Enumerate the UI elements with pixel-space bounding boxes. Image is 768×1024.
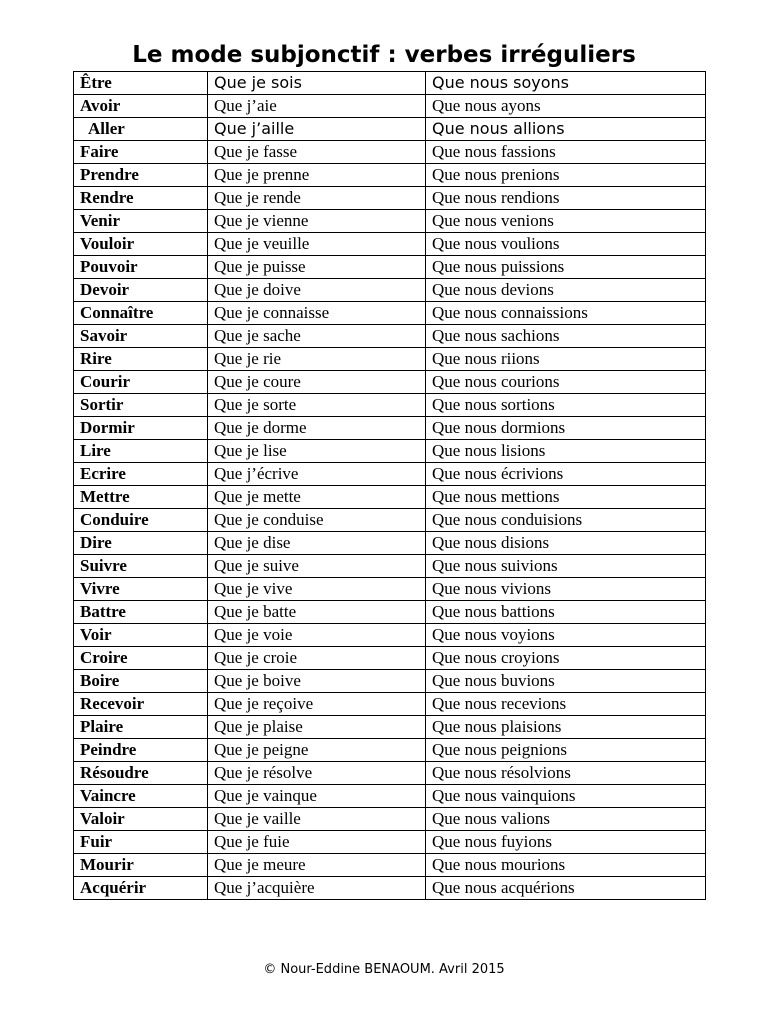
nous-form-cell: Que nous connaissions [426,302,706,325]
je-form-cell: Que je batte [208,601,426,624]
table-row [74,394,706,417]
verb-cell: Mettre [74,486,208,509]
table-row [74,256,706,279]
je-form-cell: Que je fuie [208,831,426,854]
nous-form-cell: Que nous écrivions [426,463,706,486]
verb-cell: Pouvoir [74,256,208,279]
je-form-cell: Que je conduise [208,509,426,532]
je-form-cell: Que je rende [208,187,426,210]
je-form-cell: Que j’écrive [208,463,426,486]
table-row [74,854,706,877]
je-form-cell: Que je reçoive [208,693,426,716]
table-row [74,578,706,601]
je-form-cell: Que je plaise [208,716,426,739]
verb-cell: Dormir [74,417,208,440]
nous-form-cell: Que nous allions [426,118,706,141]
nous-form-cell: Que nous sachions [426,325,706,348]
table-row [74,601,706,624]
je-form-cell: Que je fasse [208,141,426,164]
verb-cell: Prendre [74,164,208,187]
nous-form-cell: Que nous plaisions [426,716,706,739]
verb-cell: Voir [74,624,208,647]
verb-cell: Avoir [74,95,208,118]
nous-form-cell: Que nous peignions [426,739,706,762]
verb-cell: Acquérir [74,877,208,900]
table-row [74,187,706,210]
nous-form-cell: Que nous mourions [426,854,706,877]
nous-form-cell: Que nous sortions [426,394,706,417]
je-form-cell: Que je sache [208,325,426,348]
table-row [74,486,706,509]
table-row [74,762,706,785]
table-row [74,279,706,302]
verb-cell: Savoir [74,325,208,348]
nous-form-cell: Que nous croyions [426,647,706,670]
je-form-cell: Que je voie [208,624,426,647]
verb-cell: Faire [74,141,208,164]
table-row [74,371,706,394]
je-form-cell: Que j’aie [208,95,426,118]
je-form-cell: Que je sorte [208,394,426,417]
table-row [74,463,706,486]
nous-form-cell: Que nous prenions [426,164,706,187]
nous-form-cell: Que nous rendions [426,187,706,210]
je-form-cell: Que je vienne [208,210,426,233]
je-form-cell: Que je dorme [208,417,426,440]
table-row [74,808,706,831]
nous-form-cell: Que nous vivions [426,578,706,601]
je-form-cell: Que je rie [208,348,426,371]
verb-cell: Mourir [74,854,208,877]
nous-form-cell: Que nous lisions [426,440,706,463]
verb-cell: Croire [74,647,208,670]
table-row [74,440,706,463]
nous-form-cell: Que nous battions [426,601,706,624]
table-row [74,647,706,670]
nous-form-cell: Que nous vainquions [426,785,706,808]
table-row [74,210,706,233]
copyright-footer: © Nour-Eddine BENAOUM. Avril 2015 [263,962,505,977]
je-form-cell: Que je puisse [208,256,426,279]
verb-cell: Rire [74,348,208,371]
je-form-cell: Que je connaisse [208,302,426,325]
verb-cell: Battre [74,601,208,624]
je-form-cell: Que je prenne [208,164,426,187]
je-form-cell: Que j’acquière [208,877,426,900]
je-form-cell: Que je mette [208,486,426,509]
nous-form-cell: Que nous mettions [426,486,706,509]
table-row [74,831,706,854]
table-row [74,509,706,532]
verb-cell: Connaître [74,302,208,325]
table-row [74,95,706,118]
table-row [74,555,706,578]
table-row [74,739,706,762]
verb-cell: Plaire [74,716,208,739]
table-row [74,141,706,164]
je-form-cell: Que je doive [208,279,426,302]
nous-form-cell: Que nous suivions [426,555,706,578]
je-form-cell: Que je peigne [208,739,426,762]
verb-cell: Vouloir [74,233,208,256]
verb-cell: Recevoir [74,693,208,716]
verb-cell: Courir [74,371,208,394]
verb-cell: Valoir [74,808,208,831]
table-row [74,693,706,716]
verb-table [73,71,706,900]
je-form-cell: Que je dise [208,532,426,555]
nous-form-cell: Que nous résolvions [426,762,706,785]
table-row [74,164,706,187]
table-row [74,72,706,95]
nous-form-cell: Que nous acquérions [426,877,706,900]
nous-form-cell: Que nous courions [426,371,706,394]
je-form-cell: Que je sois [208,72,426,95]
verb-cell: Résoudre [74,762,208,785]
verb-cell: Fuir [74,831,208,854]
table-row [74,118,706,141]
verb-cell: Peindre [74,739,208,762]
nous-form-cell: Que nous venions [426,210,706,233]
nous-form-cell: Que nous fassions [426,141,706,164]
nous-form-cell: Que nous soyons [426,72,706,95]
table-row [74,670,706,693]
table-row [74,417,706,440]
verb-cell: Être [74,72,208,95]
je-form-cell: Que je coure [208,371,426,394]
nous-form-cell: Que nous dormions [426,417,706,440]
verb-cell: Vaincre [74,785,208,808]
table-row [74,624,706,647]
table-row [74,785,706,808]
nous-form-cell: Que nous voulions [426,233,706,256]
verb-cell: Ecrire [74,463,208,486]
nous-form-cell: Que nous voyions [426,624,706,647]
nous-form-cell: Que nous conduisions [426,509,706,532]
table-row [74,302,706,325]
nous-form-cell: Que nous disions [426,532,706,555]
je-form-cell: Que je vive [208,578,426,601]
table-row [74,348,706,371]
nous-form-cell: Que nous buvions [426,670,706,693]
je-form-cell: Que je vaille [208,808,426,831]
nous-form-cell: Que nous puissions [426,256,706,279]
verb-cell: Lire [74,440,208,463]
verb-cell: Sortir [74,394,208,417]
je-form-cell: Que je boive [208,670,426,693]
verb-cell: Vivre [74,578,208,601]
page-title: Le mode subjonctif : verbes irréguliers [132,42,636,68]
table-row [74,877,706,900]
nous-form-cell: Que nous valions [426,808,706,831]
verb-cell: Boire [74,670,208,693]
nous-form-cell: Que nous ayons [426,95,706,118]
verb-cell: Devoir [74,279,208,302]
je-form-cell: Que je vainque [208,785,426,808]
je-form-cell: Que je lise [208,440,426,463]
je-form-cell: Que je meure [208,854,426,877]
table-row [74,325,706,348]
verb-cell: Aller [74,118,208,141]
je-form-cell: Que j’aille [208,118,426,141]
table-row [74,532,706,555]
nous-form-cell: Que nous recevions [426,693,706,716]
je-form-cell: Que je suive [208,555,426,578]
je-form-cell: Que je résolve [208,762,426,785]
je-form-cell: Que je croie [208,647,426,670]
verb-cell: Dire [74,532,208,555]
verb-cell: Suivre [74,555,208,578]
nous-form-cell: Que nous devions [426,279,706,302]
table-row [74,233,706,256]
verb-cell: Venir [74,210,208,233]
nous-form-cell: Que nous fuyions [426,831,706,854]
nous-form-cell: Que nous riions [426,348,706,371]
verb-cell: Conduire [74,509,208,532]
je-form-cell: Que je veuille [208,233,426,256]
table-row [74,716,706,739]
verb-cell: Rendre [74,187,208,210]
